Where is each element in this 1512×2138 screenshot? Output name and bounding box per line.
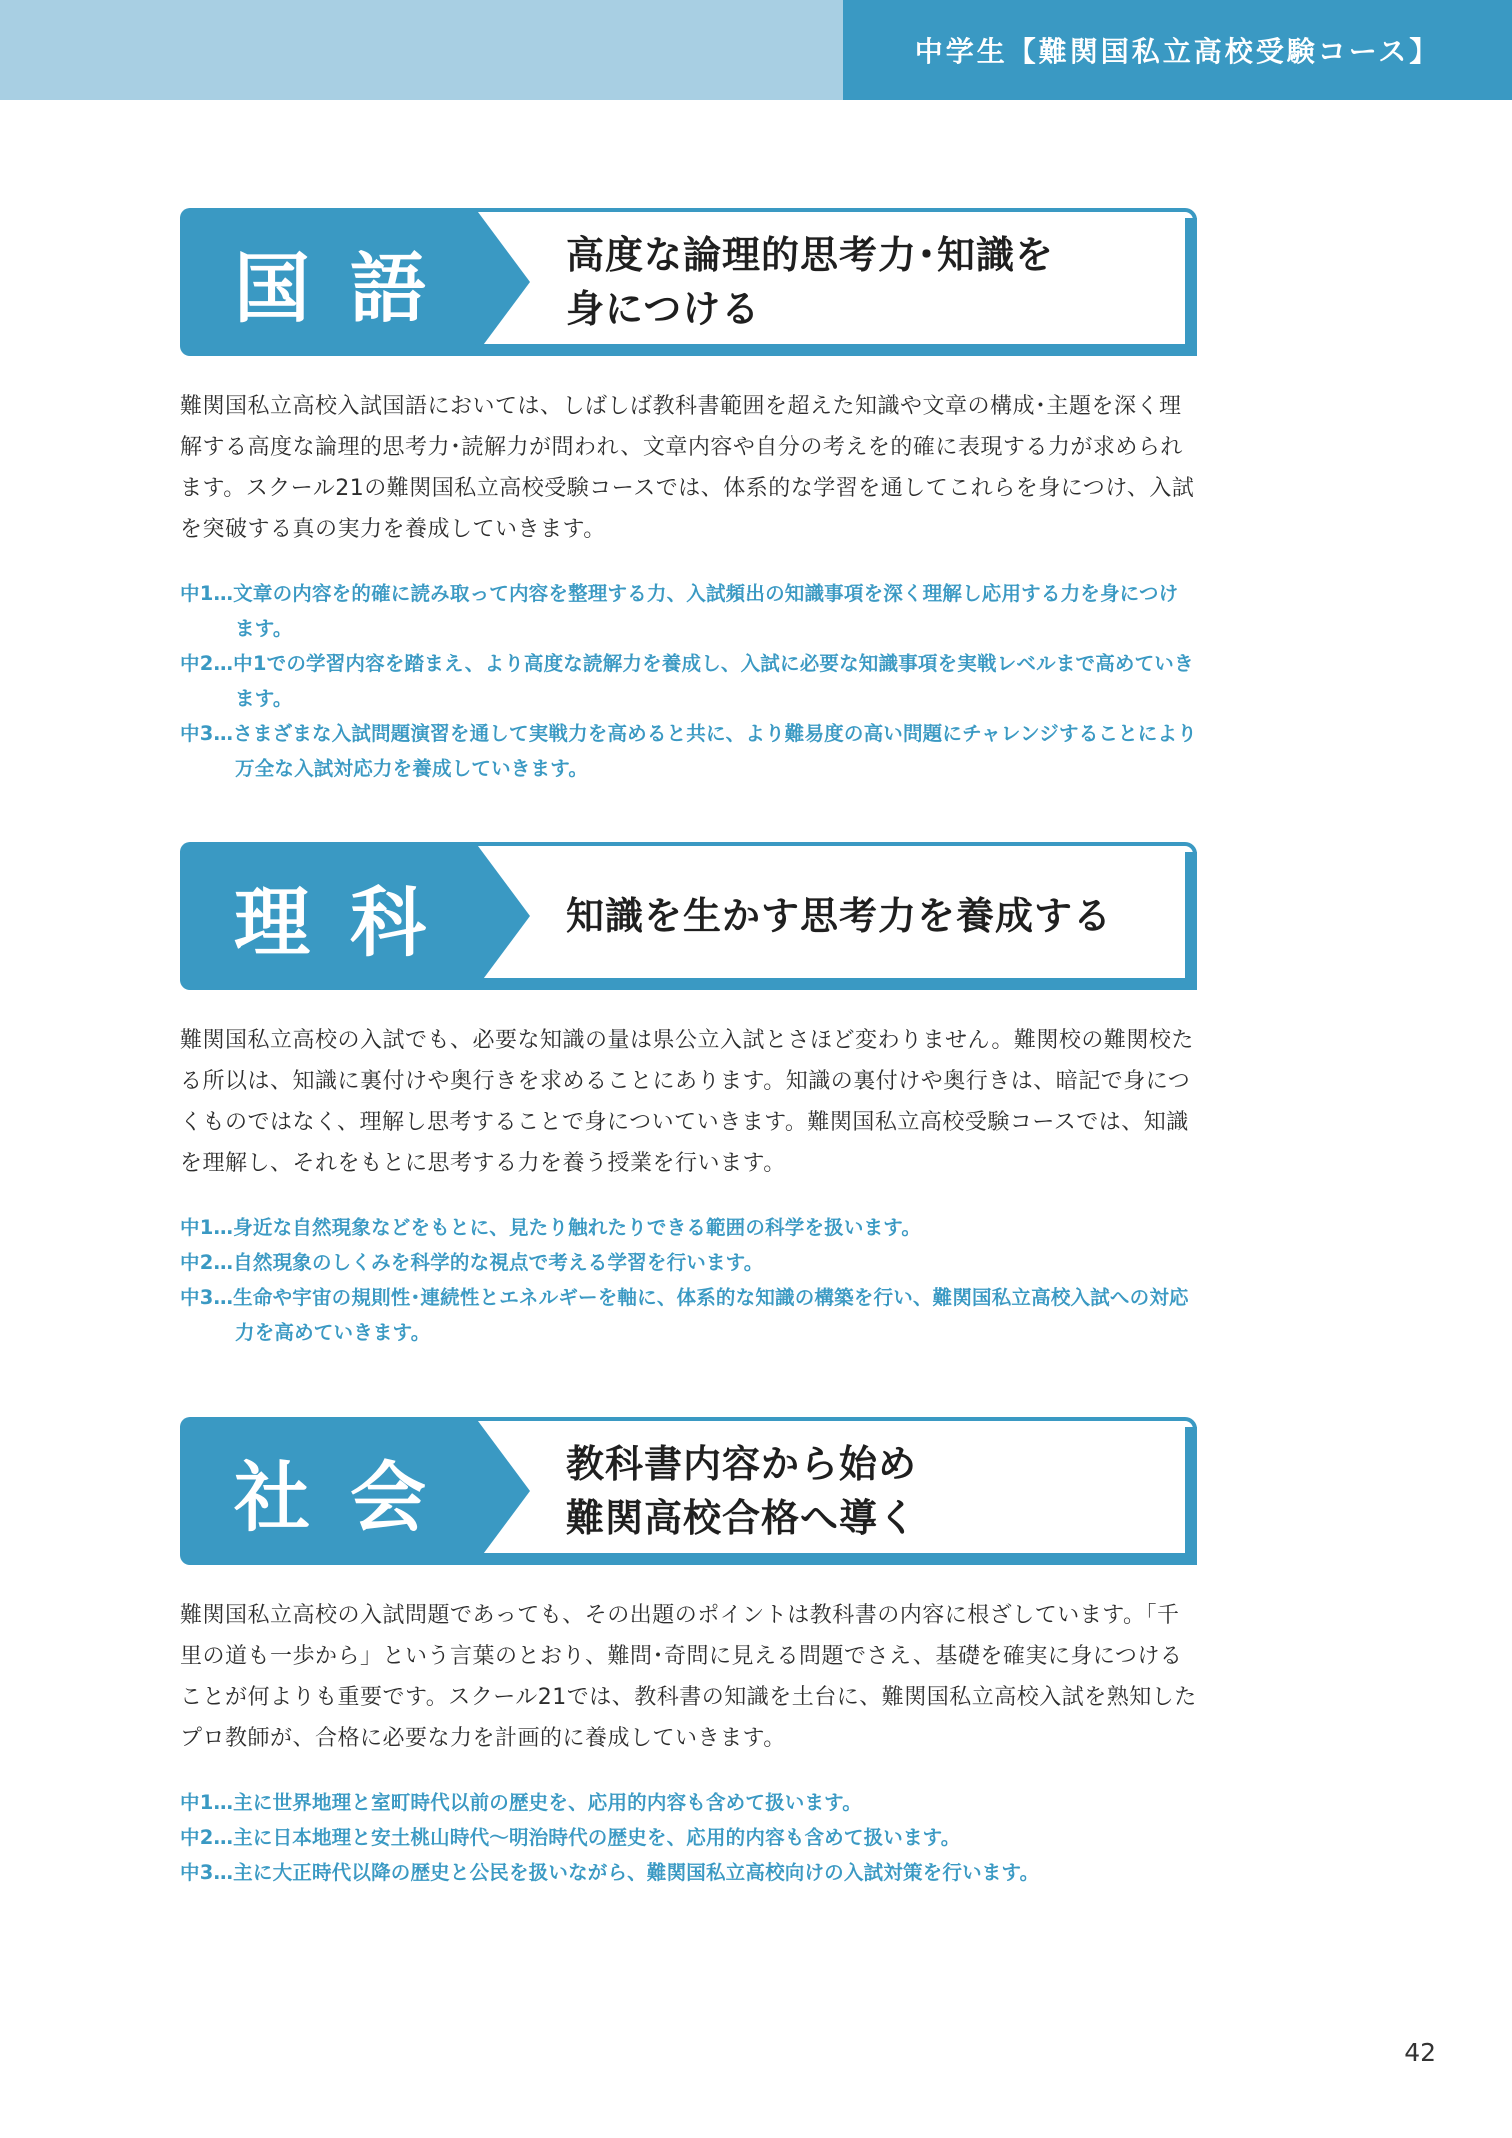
grade-item: 中1…文章の内容を的確に読み取って内容を整理する力、入試頻出の知識事項を深く理解し応用する力を身につけます。 [180,582,1179,640]
section-title [566,842,1166,990]
section-japanese [180,208,1197,786]
subject-label: 国語 [234,243,466,333]
section-body: 難関国私立高校の入試問題であっても、その出題のポイントは教科書の内容に根ざしています。「千里の道も一歩から」という言葉のとおり、難問･奇問に見える問題でさえ、基礎を確実に身につけることが何よりも重要です。スクール21では、教科書の知識を土台に、難関国私立高校入試を熟知したプロ教師が、合格に必要な力を計画的に養成していきます。 [180,1603,1197,1751]
grade-item: 中2…主に日本地理と安土桃山時代～明治時代の歴史を、応用的内容も含めて扱います。 [180,1826,961,1849]
section-science [180,842,1197,1350]
grade-item: 中3…生命や宇宙の規則性･連続性とエネルギーを軸に、体系的な知識の構築を行い、難関国私立高校入試への対応力を高めていきます。 [180,1286,1189,1344]
page-number: 42 [1404,2038,1436,2067]
section-title [566,1417,1166,1565]
section-title-line: 身につける [566,287,761,331]
grade-item: 中2…自然現象のしくみを科学的な視点で考える学習を行います。 [180,1251,764,1274]
header-band-course [843,0,1512,100]
section-title [566,208,1166,356]
grade-list [180,1785,1197,1890]
course-label: 中学生【難関国私立高校受験コース】 [914,35,1441,68]
subject-label: 社会 [234,1452,466,1542]
section-social-studies [180,1417,1197,1890]
grade-list [180,576,1197,786]
section-header [180,1417,1197,1565]
section-body: 難関国私立高校の入試でも、必要な知識の量は県公立入試とさほど変わりません。難関校の難関校たる所以は、知識に裏付けや奥行きを求めることにあります。知識の裏付けや奥行きは、暗記で身につくものではなく、理解し思考することで身についていきます。難関国私立高校受験コースでは、知識を理解し、それをもとに思考する力を養う授業を行います。 [180,1028,1194,1176]
subject-label: 理科 [234,877,466,967]
section-header [180,842,1197,990]
section-title-line: 知識を生かす思考力を養成する [566,894,1113,938]
grade-item: 中2…中1での学習内容を踏まえ、より高度な読解力を養成し、入試に必要な知識事項を実戦レベルまで高めていきます。 [180,652,1194,710]
section-title-line: 高度な論理的思考力･知識を [566,233,1055,277]
section-title-line: 教科書内容から始め [566,1442,918,1486]
section-header [180,208,1197,356]
section-body: 難関国私立高校入試国語においては、しばしば教科書範囲を超えた知識や文章の構成･主題を深く理解する高度な論理的思考力･読解力が問われ、文章内容や自分の考えを的確に表現する力が求められます。スクール21の難関国私立高校受験コースでは、体系的な学習を通してこれらを身につけ、入試を突破する真の実力を養成していきます。 [180,394,1195,542]
header-band-light [0,0,843,100]
grade-item: 中1…主に世界地理と室町時代以前の歴史を、応用的内容も含めて扱います。 [180,1791,863,1814]
grade-list [180,1210,1197,1350]
grade-item: 中3…主に大正時代以降の歴史と公民を扱いながら、難関国私立高校向けの入試対策を行います。 [180,1861,1040,1884]
grade-item: 中3…さまざまな入試問題演習を通して実戦力を高めると共に、より難易度の高い問題にチャレンジすることにより万全な入試対応力を養成していきます。 [180,722,1197,780]
grade-item: 中1…身近な自然現象などをもとに、見たり触れたりできる範囲の科学を扱います。 [180,1216,922,1239]
section-title-line: 難関高校合格へ導く [566,1496,918,1540]
